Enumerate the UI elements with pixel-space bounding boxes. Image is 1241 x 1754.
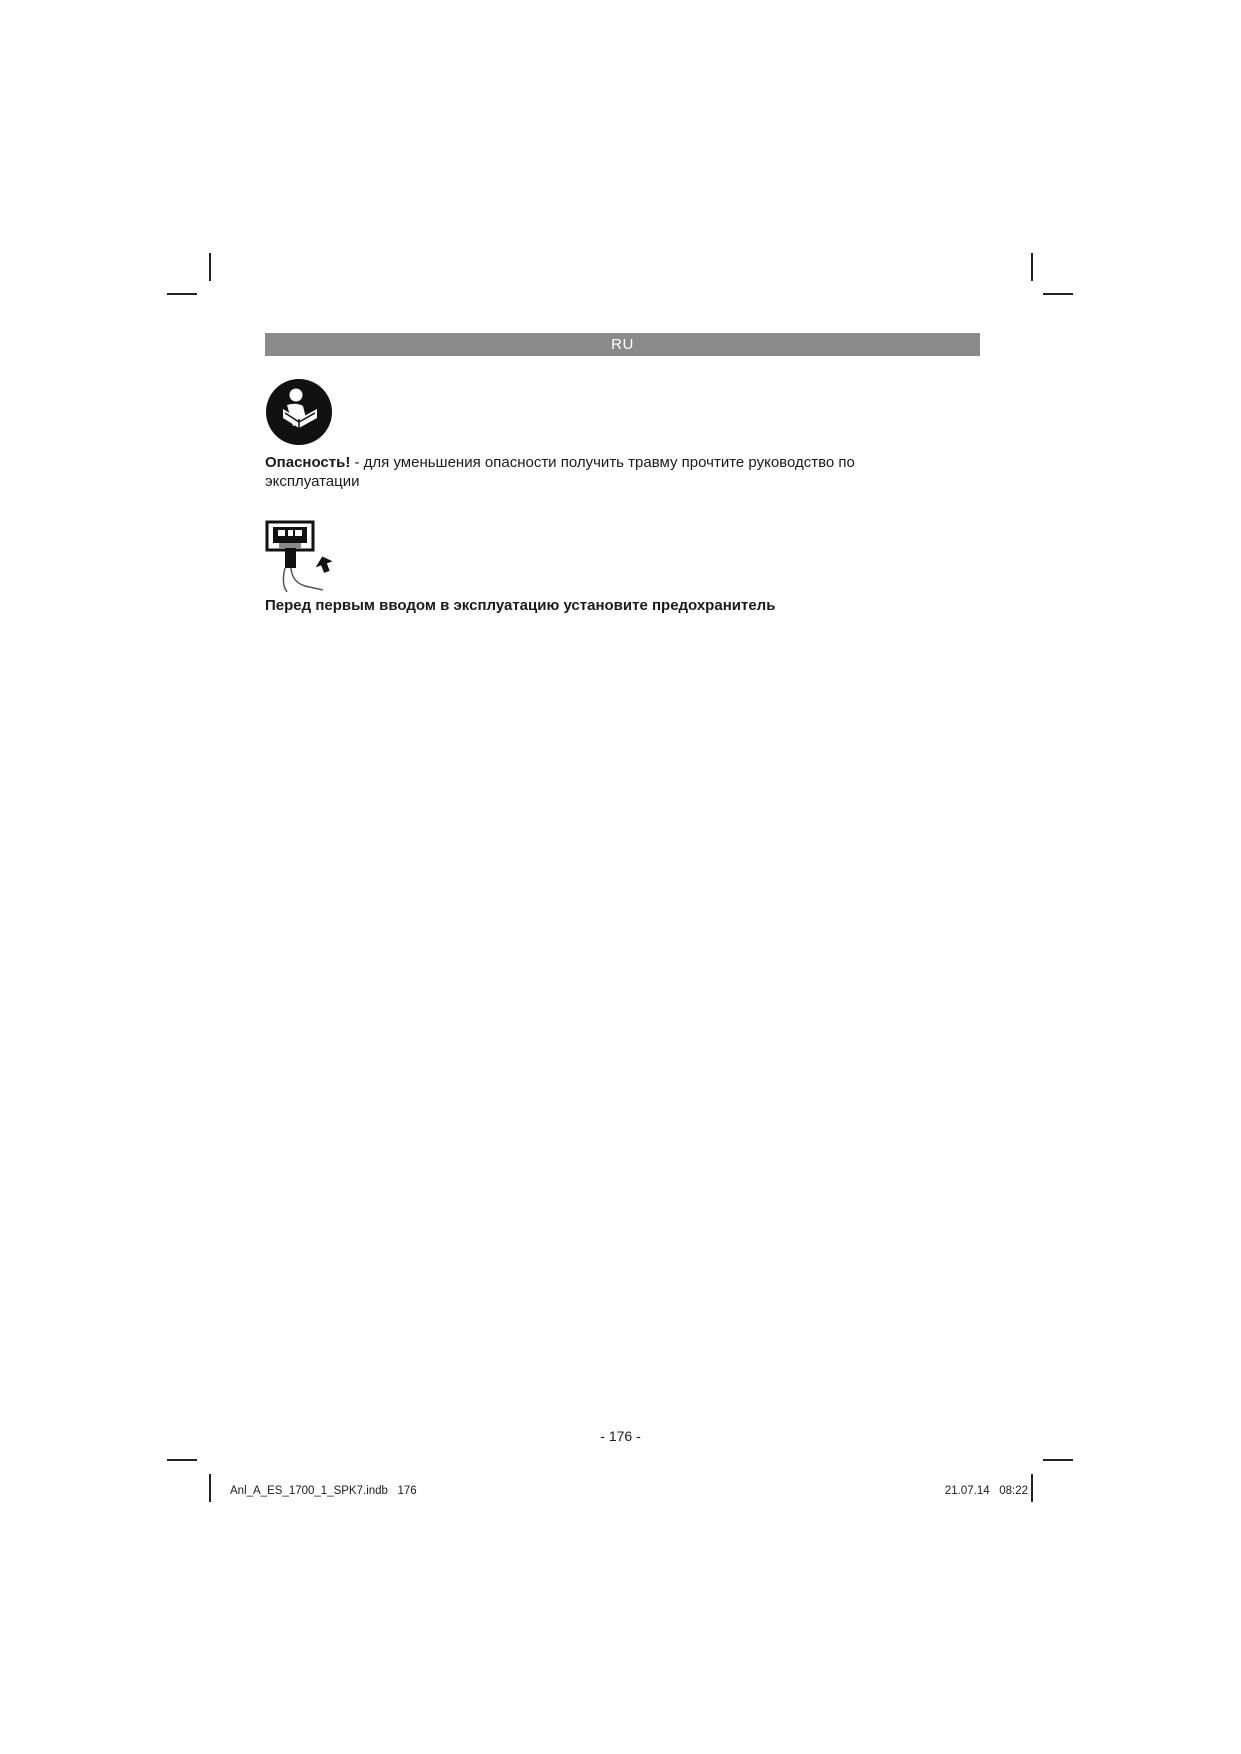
crop-mark-bottom-right-vertical <box>1031 1474 1033 1502</box>
read-manual-icon <box>265 378 333 446</box>
language-header-bar <box>265 333 980 356</box>
crop-mark-top-right-vertical <box>1031 253 1033 281</box>
fuse-instruction-text: Перед первым вводом в эксплуатацию установите предохранитель <box>265 597 776 614</box>
language-label: RU <box>611 336 634 353</box>
crop-mark-bottom-left-vertical <box>209 1474 211 1502</box>
crop-mark-top-left-vertical <box>209 253 211 281</box>
footer-file-info: Anl_A_ES_1700_1_SPK7.indb 176 <box>230 1485 417 1497</box>
crop-mark-bottom-left-horizontal <box>167 1459 197 1461</box>
footer-timestamp: 21.07.14 08:22 <box>944 1485 1028 1497</box>
insert-fuse-icon <box>265 520 337 592</box>
crop-mark-top-left-horizontal <box>167 293 197 295</box>
danger-warning-text <box>265 453 945 491</box>
crop-mark-bottom-right-horizontal <box>1043 1459 1073 1461</box>
page-number: - 176 - <box>600 1428 641 1444</box>
crop-mark-top-right-horizontal <box>1043 293 1073 295</box>
danger-lead: Опасность! <box>265 454 351 471</box>
danger-body: - для уменьшения опасности получить травму прочтите руководство по эксплуатации <box>265 454 855 490</box>
